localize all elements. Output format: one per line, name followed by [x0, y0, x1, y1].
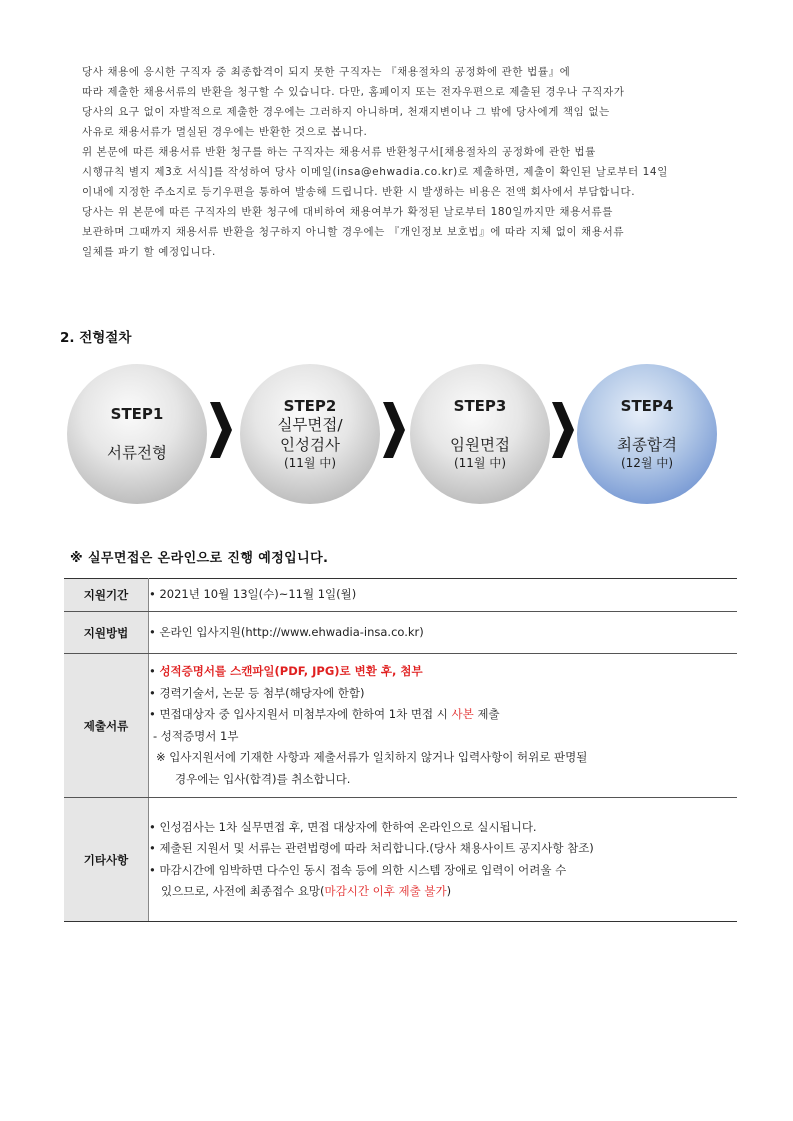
step4-date: (12월 中)	[620, 456, 674, 470]
table-row	[64, 579, 737, 612]
step2-name-line1: 실무면접/	[277, 416, 343, 434]
step2-label: STEP2	[283, 397, 337, 415]
etc-line-3: 마감시간에 임박하면 다수인 동시 접속 등에 의한 시스템 장애로 입력이 어려울 수	[159, 862, 567, 877]
etc-line-2: 제출된 지원서 및 서류는 관련법령에 따라 처리합니다.(당사 채용사이트 공지사항 참조)	[159, 841, 594, 855]
step1-label: STEP1	[110, 405, 164, 423]
paragraph-line: 따라 제출한 채용서류의 반환을 청구할 수 있습니다. 다만, 홈페이지 또는 전자우편으로 제출된 경우나 구직자가	[82, 86, 625, 98]
etc-line-4-red: 마감시간 이후 제출 불가	[324, 884, 447, 898]
step3-name: 임원면접	[450, 436, 510, 454]
etc-line-1: 인성검사는 1차 실무면접 후, 면접 대상자에 한하여 온라인으로 실시됩니다.	[159, 819, 537, 834]
period-cell: • 2021년 10월 13일(수)~11월 1일(월)	[149, 579, 738, 612]
table-row	[64, 654, 737, 798]
docs-line-4: - 성적증명서 1부	[153, 728, 239, 743]
step1-name: 서류전형	[107, 444, 167, 462]
period-label: 지원기간	[64, 579, 149, 612]
step4-circle	[577, 364, 717, 504]
paragraph-line: 당사의 요구 없이 자발적으로 제출한 경우에는 그러하지 아니하며, 천재지변이나 그 밖에 당사에게 책임 없는	[82, 106, 610, 118]
period-value: 2021년 10월 13일(수)~11월 1일(월)	[159, 587, 357, 602]
docs-cell: • 성적증명서를 스캔파일(PDF, JPG)로 변환 후, 첨부 • 경력기술서, 논문 등 첨부(해당자에 한함) • 면접대상자 중 입사지원서 미첨부자에 한하여 1차 면접 시 사본 제출 - 성적증명서 1부 ※ 입사지원서에 기재한 사항과 제출서류가 일치하지 않거나 입력사항이 허위로 판명될 경우에는 입사(합격)를 취소합니다.	[149, 654, 738, 798]
chevron-right-icon	[208, 400, 234, 460]
table-row	[64, 612, 737, 654]
step4-name: 최종합격	[617, 436, 677, 454]
step2-name-line2: 인성검사	[280, 436, 340, 454]
step3-circle	[410, 364, 550, 504]
method-cell: • 온라인 입사지원(http://www.ehwadia-insa.co.kr)	[149, 612, 738, 654]
docs-label: 제출서류	[64, 654, 149, 798]
docs-line-3-red: 사본	[451, 707, 474, 721]
etc-line-4a: 있으므로, 사전에 최종접수 요망(	[161, 884, 325, 898]
chevron-right-icon	[381, 400, 407, 460]
etc-line-4b: )	[446, 884, 452, 898]
paragraph-line: 이내에 지정한 주소지로 등기우편을 통하여 발송해 드립니다. 반환 시 발생하는 비용은 전액 회사에서 부담합니다.	[82, 186, 636, 198]
docs-line-2: 경력기술서, 논문 등 첨부(해당자에 한함)	[159, 685, 365, 700]
chevron-right-icon	[550, 400, 576, 460]
section-title: 2. 전형절차	[60, 330, 132, 346]
paragraph-line: 사유로 채용서류가 멸실된 경우에는 반환한 것으로 봅니다.	[82, 126, 368, 138]
paragraph-line: 당사 채용에 응시한 구직자 중 최종합격이 되지 못한 구직자는 『채용절차의 공정화에 관한 법률』에	[82, 66, 571, 78]
process-steps	[0, 358, 793, 508]
paragraph-line: 위 본문에 따른 채용서류 반환 청구를 하는 구직자는 채용서류 반환청구서[채용절차의 공정화에 관한 법률	[82, 146, 596, 158]
step3-label: STEP3	[453, 397, 507, 415]
step1-circle	[67, 364, 207, 504]
docs-line-3a: 면접대상자 중 입사지원서 미첨부자에 한하여 1차 면접 시	[159, 707, 448, 721]
step2-circle	[240, 364, 380, 504]
etc-label: 기타사항	[64, 798, 149, 922]
paragraph-line: 당사는 위 본문에 따른 구직자의 반환 청구에 대비하여 채용여부가 확정된 날로부터 180일까지만 채용서류를	[82, 206, 614, 218]
step3-date: (11월 中)	[453, 456, 507, 470]
docs-line-6: 경우에는 입사(합격)를 취소합니다.	[175, 771, 351, 786]
method-value: 온라인 입사지원(http://www.ehwadia-insa.co.kr)	[159, 624, 424, 639]
refund-policy-paragraph	[82, 62, 727, 262]
docs-line-5: ※ 입사지원서에 기재한 사항과 제출서류가 일치하지 않거나 입력사항이 허위로 판명될	[156, 750, 588, 764]
paragraph-line: 일체를 파기 할 예정입니다.	[82, 246, 216, 258]
table-row	[64, 798, 737, 922]
paragraph-line: 시행규칙 별지 제3호 서식]를 작성하여 당사 이메일(insa@ehwadia.co.kr)로 제출하면, 제출이 확인된 날로부터 14일	[82, 166, 668, 178]
step2-date: (11월 中)	[283, 456, 337, 470]
method-label: 지원방법	[64, 612, 149, 654]
docs-line-3b: 제출	[477, 707, 500, 721]
docs-line-1: 성적증명서를 스캔파일(PDF, JPG)로 변환 후, 첨부	[159, 664, 423, 678]
paragraph-line: 보관하며 그때까지 채용서류 반환을 청구하지 아니할 경우에는 『개인정보 보호법』에 따라 지체 없이 채용서류	[82, 226, 625, 238]
step4-label: STEP4	[620, 397, 674, 415]
online-interview-notice: ※ 실무면접은 온라인으로 진행 예정입니다.	[70, 551, 329, 566]
etc-cell: • 인성검사는 1차 실무면접 후, 면접 대상자에 한하여 온라인으로 실시됩니다. • 제출된 지원서 및 서류는 관련법령에 따라 처리합니다.(당사 채용사이트 공지사항 참조) • 마감시간에 임박하면 다수인 동시 접속 등에 의한 시스템 장애로 입력이 어려울 수 있으므로, 사전에 최종접수 요망(마감시간 이후 제출 불가)	[149, 798, 738, 922]
application-info-table	[64, 578, 737, 922]
